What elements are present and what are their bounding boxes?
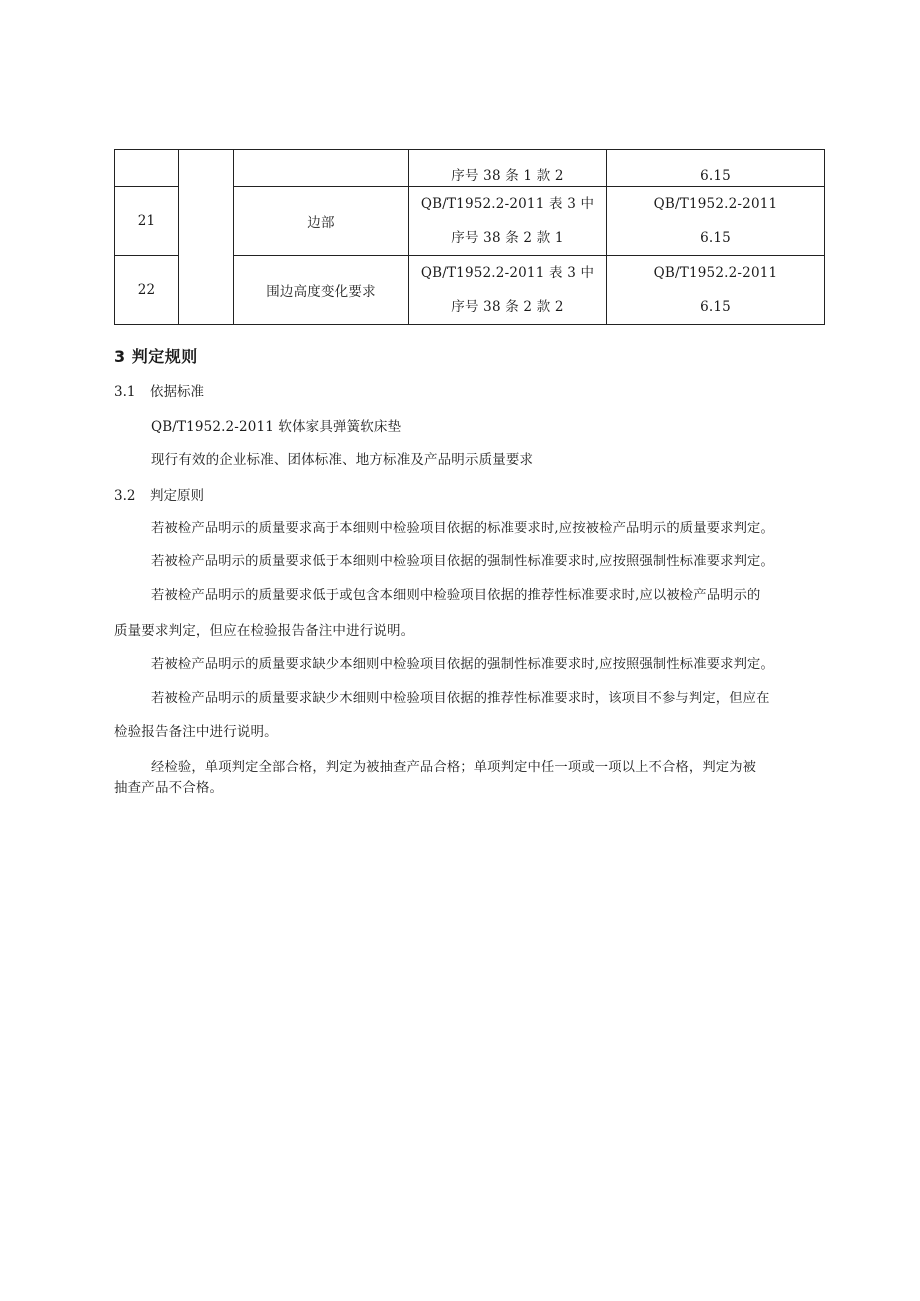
row-number-cell bbox=[115, 150, 179, 187]
subsection-3-1-heading bbox=[114, 380, 204, 400]
subsection-title: 依据标准 bbox=[150, 384, 204, 400]
item-cell bbox=[234, 187, 409, 256]
row-number-cell bbox=[115, 256, 179, 325]
clause-line-1: QB/T1952.2-2011 表 3 中 bbox=[420, 196, 595, 212]
group-cell bbox=[179, 150, 234, 325]
table-row bbox=[115, 150, 825, 187]
rule-paragraph-6-line-1: 经检验，单项判定全部合格，判定为被抽查产品合格；单项判定中任一项或一项以上不合格，判定为被 bbox=[151, 760, 757, 775]
row-number: 22 bbox=[137, 282, 156, 298]
row-number-cell bbox=[115, 187, 179, 256]
subsection-number: 3.1 bbox=[114, 384, 136, 400]
clause-line-2: 序号 38 条 1 款 2 bbox=[451, 168, 564, 184]
item-label: 围边高度变化要求 bbox=[266, 284, 376, 300]
rule-paragraph-2: 若被检产品明示的质量要求低于本细则中检验项目依据的强制性标准要求时,应按照强制性标准要求判定。 bbox=[151, 554, 774, 569]
clause-line-2: 序号 38 条 2 款 2 bbox=[451, 299, 564, 315]
method-cell bbox=[607, 150, 825, 187]
rule-paragraph-1: 若被检产品明示的质量要求高于本细则中检验项目依据的标准要求时,应按被检产品明示的质量要求判定。 bbox=[151, 521, 774, 536]
method-line-1: QB/T1952.2-2011 bbox=[653, 265, 778, 281]
rule-paragraph-4: 若被检产品明示的质量要求缺少本细则中检验项目依据的强制性标准要求时,应按照强制性标准要求判定。 bbox=[151, 657, 774, 672]
clause-cell bbox=[409, 187, 607, 256]
section-title: 3 判定规则 bbox=[114, 347, 198, 366]
item-cell bbox=[234, 150, 409, 187]
subsection-title: 判定原则 bbox=[150, 488, 204, 504]
row-number: 21 bbox=[137, 213, 156, 229]
method-line-2: 6.15 bbox=[700, 299, 731, 315]
rule-paragraph-3-line-2: 质量要求判定，但应在检验报告备注中进行说明。 bbox=[114, 623, 415, 639]
method-cell bbox=[607, 256, 825, 325]
rule-paragraph-6-line-2: 抽查产品不合格。 bbox=[114, 780, 224, 796]
method-cell bbox=[607, 187, 825, 256]
method-line-1: QB/T1952.2-2011 bbox=[653, 196, 778, 212]
inspection-table bbox=[114, 149, 825, 325]
method-line-2: 6.15 bbox=[700, 230, 731, 246]
clause-line-1: QB/T1952.2-2011 表 3 中 bbox=[420, 265, 595, 281]
clause-line-2: 序号 38 条 2 款 1 bbox=[451, 230, 564, 246]
subsection-3-2-heading bbox=[114, 484, 204, 504]
rule-paragraph-3-line-1: 若被检产品明示的质量要求低于或包含本细则中检验项目依据的推荐性标准要求时,应以被检产品明示的 bbox=[151, 588, 761, 603]
standard-line: QB/T1952.2-2011 软体家具弹簧软床垫 bbox=[151, 419, 402, 435]
subsection-number: 3.2 bbox=[114, 488, 136, 504]
clause-cell bbox=[409, 150, 607, 187]
item-label: 边部 bbox=[307, 215, 335, 231]
standard-line: 现行有效的企业标准、团体标准、地方标准及产品明示质量要求 bbox=[151, 452, 534, 468]
clause-cell bbox=[409, 256, 607, 325]
item-cell bbox=[234, 256, 409, 325]
rule-paragraph-5-line-2: 检验报告备注中进行说明。 bbox=[114, 724, 278, 740]
rule-paragraph-5-line-1: 若被检产品明示的质量要求缺少木细则中检验项目依据的推荐性标准要求时，该项目不参与判定，但应在 bbox=[151, 691, 770, 706]
method-line-2: 6.15 bbox=[700, 168, 731, 184]
